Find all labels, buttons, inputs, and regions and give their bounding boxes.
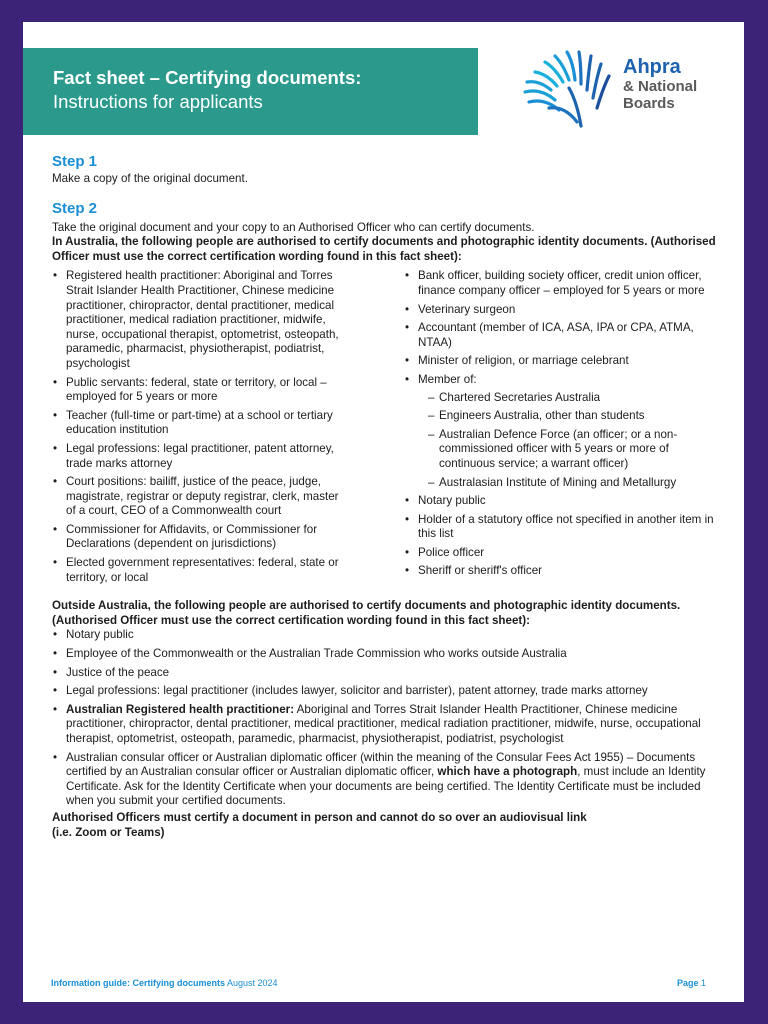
list-item: • Employee of the Commonwealth or the Australian Trade Commission who works outside Australia: [52, 647, 722, 662]
list-item: • Legal professions: legal practitioner (includes lawyer, solicitor and barrister), patent attorney, trade marks attorney: [52, 684, 722, 699]
ahpra-logo: [519, 44, 719, 134]
list-item: – Engineers Australia, other than students: [428, 409, 722, 424]
item-text: Aboriginal and Torres Strait Islander Health Practitioner, Chinese medicine practitioner, chiropractor, dental practitioner, medical practitioner, medical radiation practitioner, midwife, nurse, occupational therapist, optometrist, osteopath, paramedic, pharmacist, physiotherapist, podiatrist, psychologist: [66, 702, 701, 745]
list-item: • Registered health practitioner: Aboriginal and Torres Strait Islander Health Practitioner, Chinese medicine practitioner, chiropractor, dental practitioner, medical practitioner, medical radiation practitioner, midwife, nurse, occupational therapist, optometrist, osteopath, paramedic, pharmacist, physiotherapist, podiatrist, psychologist: [52, 269, 346, 371]
ahpra-fan-icon: [519, 44, 619, 134]
list-item: • Teacher (full-time or part-time) at a school or tertiary education institution: [52, 409, 346, 438]
audiovisual-note: [52, 811, 722, 840]
list-item: • Veterinary surgeon: [404, 303, 722, 318]
page-label: Page: [676, 978, 699, 988]
title-banner: [23, 48, 478, 135]
australia-list-left: [52, 269, 346, 589]
step2-heading: Step 2: [52, 199, 98, 217]
list-item: • Accountant (member of ICA, ASA, IPA or CPA, ATMA, NTAA): [404, 321, 722, 350]
outside-list: [52, 628, 722, 809]
australia-columns: [52, 269, 722, 589]
list-item: – Australasian Institute of Mining and Metallurgy: [428, 476, 722, 491]
list-item: • Notary public: [404, 494, 722, 509]
item-bold-lead: Australian Registered health practitioner:: [66, 702, 295, 716]
main-content: [52, 152, 722, 840]
list-item: • Sheriff or sheriff's officer: [404, 564, 722, 579]
logo-line-boards: Boards: [623, 95, 675, 112]
australia-right-column: [404, 269, 722, 589]
list-item: • Notary public: [52, 628, 722, 643]
member-of-sublist: [418, 391, 722, 491]
list-item: [52, 703, 722, 747]
list-item: • Bank officer, building society officer, credit union officer, finance company officer – employed for 5 years or more: [404, 269, 722, 298]
list-item: • Commissioner for Affidavits, or Commissioner for Declarations (dependent on jurisdictions): [52, 523, 346, 552]
item-text: , must include an Identity Certificate. Ask for the Identity Certificate when your documents are being certified. The Identity Certificate must be included when you submit your certified documents.: [66, 765, 706, 808]
footer-guide: [51, 978, 278, 988]
list-item: • Public servants: federal, state or territory, or local – employed for 5 years or more: [52, 376, 346, 405]
list-item: • Elected government representatives: federal, state or territory, or local: [52, 556, 346, 585]
logo-line-national: & National: [623, 78, 698, 95]
page-subtitle: Instructions for applicants: [53, 91, 263, 112]
footer-guide-title: Information guide: Certifying documents: [51, 978, 226, 988]
list-item: – Australian Defence Force (an officer; or a non-commissioned officer with 5 years or more of continuous service; a warrant officer): [428, 428, 722, 472]
australia-intro: In Australia, the following people are authorised to certify documents and photographic identity documents. (Authorised Officer must use the correct certification wording found in this fact sheet):: [52, 235, 716, 263]
logo-wordmark: [623, 56, 697, 112]
member-of-list: [404, 373, 722, 490]
list-item: • Legal professions: legal practitioner, patent attorney, trade marks attorney: [52, 442, 346, 471]
step2-text: Take the original document and your copy to an Authorised Officer who can certify documents.: [52, 220, 535, 234]
list-item: [404, 373, 722, 490]
document-page: [23, 22, 744, 1002]
list-item: • Court positions: bailiff, justice of the peace, judge, magistrate, registrar or deputy registrar, clerk, master of a court, CEO of a Commonwealth court: [52, 475, 346, 519]
list-item: – Chartered Secretaries Australia: [428, 391, 722, 406]
australia-list-right-b: [404, 494, 722, 579]
list-item: • Holder of a statutory office not specified in another item in this list: [404, 513, 722, 542]
member-of-label: Member of:: [418, 372, 477, 386]
note-line-1: Authorised Officers must certify a document in person and cannot do so over an audiovisual link: [52, 810, 587, 824]
step1-heading: Step 1: [52, 153, 98, 170]
footer-date: August 2024: [225, 978, 278, 988]
item-bold: which have a photograph: [437, 765, 578, 779]
note-line-2: (i.e. Zoom or Teams): [52, 825, 165, 839]
list-item: • Justice of the peace: [52, 666, 722, 681]
item-text: Australian consular officer or Australian diplomatic officer (within the meaning of the Consular Fees Act 1955) – Documents certified by an Australian consular officer or Australian diplomatic officer,: [66, 750, 696, 779]
australia-list-right-a: [404, 269, 722, 369]
list-item: [52, 751, 722, 809]
list-item: • Police officer: [404, 546, 722, 561]
step1-text: Make a copy of the original document.: [52, 172, 248, 185]
outside-intro: Outside Australia, the following people are authorised to certify documents and photographic identity documents. (Authorised Officer must use the correct certification wording found in this fact sheet):: [52, 599, 681, 627]
page-title: Fact sheet – Certifying documents:: [53, 67, 362, 88]
logo-line-ahpra: Ahpra: [623, 56, 681, 78]
list-item: • Minister of religion, or marriage celebrant: [404, 354, 722, 369]
page-number: 1: [698, 978, 706, 988]
footer-page-number: [677, 978, 706, 988]
